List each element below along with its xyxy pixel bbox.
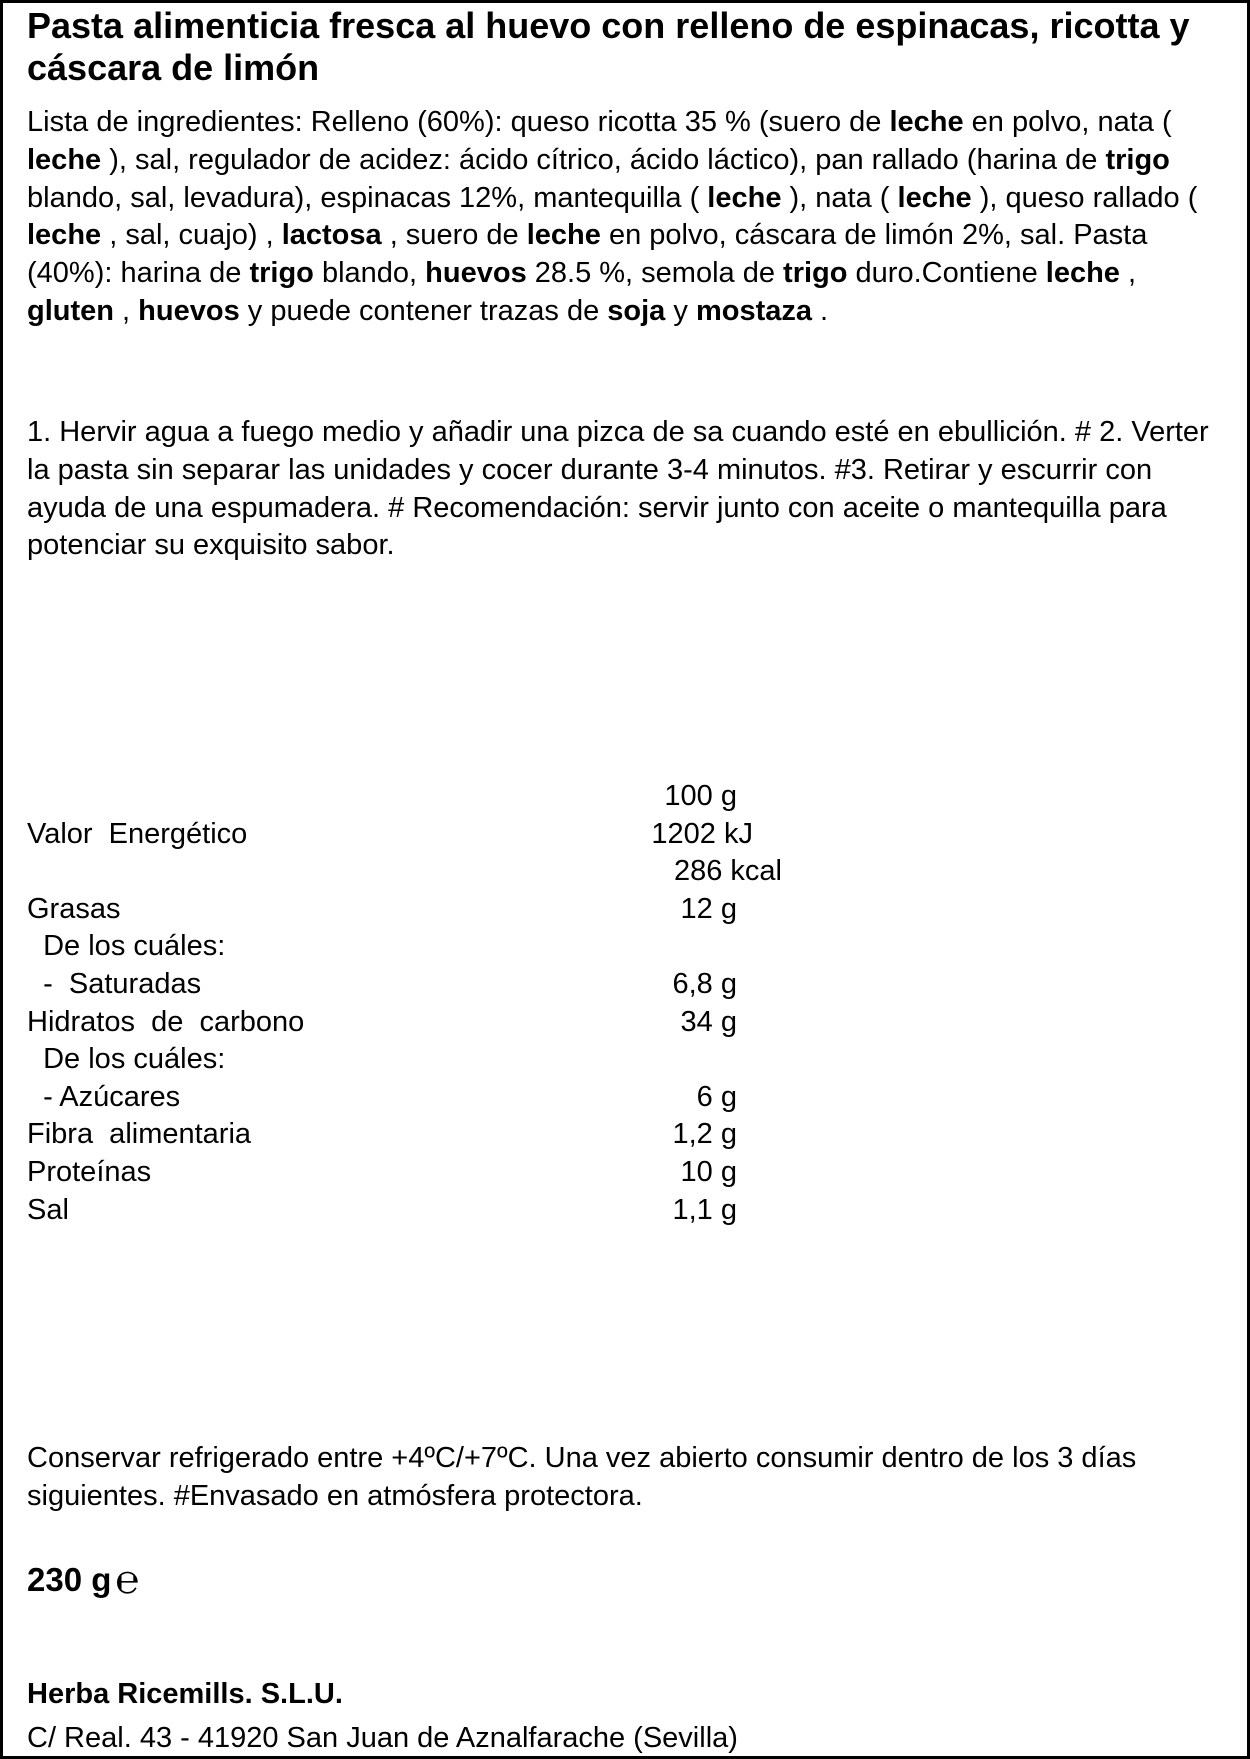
ingredient-text: duro.Contiene bbox=[847, 257, 1046, 290]
product-title: Pasta alimenticia fresca al huevo con relleno de espinacas, ricotta y cáscara de limón bbox=[27, 5, 1190, 88]
nutrition-header: 100 g bbox=[664, 780, 737, 812]
ingredient-text: , suero de bbox=[381, 219, 527, 252]
ingredient-text: , sal, cuajo) , bbox=[101, 219, 282, 252]
allergen-highlight: leche bbox=[27, 219, 102, 252]
nutrition-value: 1,1 g bbox=[672, 1193, 737, 1226]
nutrition-row bbox=[27, 891, 807, 929]
nutrition-row bbox=[27, 1004, 807, 1042]
allergen-highlight: mostaza bbox=[695, 294, 812, 327]
nutrition-value: 6,8 g bbox=[672, 967, 737, 1000]
nutrition-label: De los cuáles: bbox=[27, 1043, 226, 1076]
estimated-sign-icon: ℮ bbox=[115, 1557, 140, 1603]
nutrition-label: - Saturadas bbox=[27, 967, 202, 1000]
ingredient-text: y puede contener trazas de bbox=[239, 294, 608, 327]
nutrition-label: - Azúcares bbox=[27, 1080, 181, 1113]
cooking-instructions: 1. Hervir agua a fuego medio y añadir una pizca de sa cuando esté en ebullición. # 2. Verter la pasta sin separar las unidades y cocer durante 3-4 minutos. #3. Retirar y escurrir con ayuda de una espumadera. # Recomendación: servir junto con aceite o mantequilla para potenciar su exquisito sabor. bbox=[27, 416, 1209, 562]
nutrition-table bbox=[27, 778, 807, 1229]
nutrition-label: Valor Energético bbox=[27, 817, 248, 850]
ingredient-text: blando, bbox=[313, 257, 426, 290]
ingredient-text: 28.5 %, semola de bbox=[526, 257, 784, 290]
ingredient-text: y bbox=[665, 294, 696, 327]
ingredient-text: , bbox=[1119, 257, 1137, 290]
ingredient-text: Lista de ingredientes: Relleno (60%): queso ricotta 35 % (suero de bbox=[27, 106, 890, 138]
company-name: Herba Ricemills. S.L.U. bbox=[27, 1678, 343, 1710]
allergen-highlight: lactosa bbox=[281, 219, 382, 252]
nutrition-row bbox=[27, 853, 807, 891]
net-weight bbox=[27, 1557, 140, 1603]
nutrition-row bbox=[27, 1192, 807, 1230]
ingredient-text: en polvo, cáscara de limón 2%, sal. Pasta (40%): harina de bbox=[27, 219, 1148, 290]
nutrition-value: 1202 kJ bbox=[651, 817, 753, 850]
nutrition-value: 10 g bbox=[680, 1155, 737, 1188]
allergen-highlight: gluten bbox=[27, 294, 114, 327]
ingredient-text: ), sal, regulador de acidez: ácido cítrico, ácido láctico), pan rallado (harina de bbox=[101, 143, 1106, 176]
allergen-highlight: leche bbox=[526, 219, 601, 252]
allergen-highlight: huevos bbox=[425, 257, 527, 290]
nutrition-label: Fibra alimentaria bbox=[27, 1118, 252, 1151]
nutrition-value: 12 g bbox=[680, 892, 737, 925]
nutrition-row bbox=[27, 816, 807, 854]
allergen-highlight: trigo bbox=[1105, 143, 1170, 176]
ingredient-text: . bbox=[811, 294, 829, 327]
allergen-highlight: leche bbox=[27, 143, 102, 176]
allergen-highlight: trigo bbox=[249, 257, 314, 290]
ingredient-text: blando, sal, levadura), espinacas 12%, mantequilla ( bbox=[27, 181, 708, 214]
allergen-highlight: leche bbox=[1045, 257, 1120, 290]
allergen-highlight: huevos bbox=[138, 294, 240, 327]
nutrition-label: Proteínas bbox=[27, 1155, 152, 1188]
net-weight-value: 230 g bbox=[27, 1561, 112, 1598]
nutrition-row bbox=[27, 1041, 807, 1079]
allergen-highlight: trigo bbox=[783, 257, 848, 290]
ingredient-text: en polvo, nata ( bbox=[963, 106, 1172, 138]
nutrition-row bbox=[27, 1079, 807, 1117]
nutrition-label: De los cuáles: bbox=[27, 930, 226, 963]
nutrition-row bbox=[27, 928, 807, 966]
nutrition-value: 286 kcal bbox=[673, 855, 782, 888]
nutrition-label: Hidratos de carbono bbox=[27, 1005, 305, 1038]
nutrition-row bbox=[27, 966, 807, 1004]
company-address: C/ Real. 43 - 41920 San Juan de Aznalfarache (Sevilla) bbox=[27, 1722, 738, 1754]
nutrition-value: 34 g bbox=[680, 1005, 737, 1038]
nutrition-label: Sal bbox=[27, 1193, 69, 1226]
nutrition-value: 1,2 g bbox=[672, 1118, 737, 1151]
nutrition-value: 6 g bbox=[696, 1080, 737, 1113]
ingredient-text: , bbox=[114, 294, 139, 327]
nutrition-label: Grasas bbox=[27, 892, 121, 925]
allergen-highlight: leche bbox=[707, 181, 782, 214]
ingredients-list bbox=[27, 104, 1225, 331]
ingredient-text: ), nata ( bbox=[781, 181, 898, 214]
ingredient-text: ), queso rallado ( bbox=[971, 181, 1198, 214]
storage-instructions: Conservar refrigerado entre +4ºC/+7ºC. Una vez abierto consumir dentro de los 3 días siguientes. #Envasado en atmósfera protectora. bbox=[27, 1442, 1137, 1512]
allergen-highlight: leche bbox=[897, 181, 972, 214]
allergen-highlight: soja bbox=[607, 294, 666, 327]
nutrition-row bbox=[27, 1154, 807, 1192]
allergen-highlight: leche bbox=[889, 106, 964, 138]
nutrition-row bbox=[27, 1116, 807, 1154]
nutrition-header-row bbox=[27, 778, 807, 816]
